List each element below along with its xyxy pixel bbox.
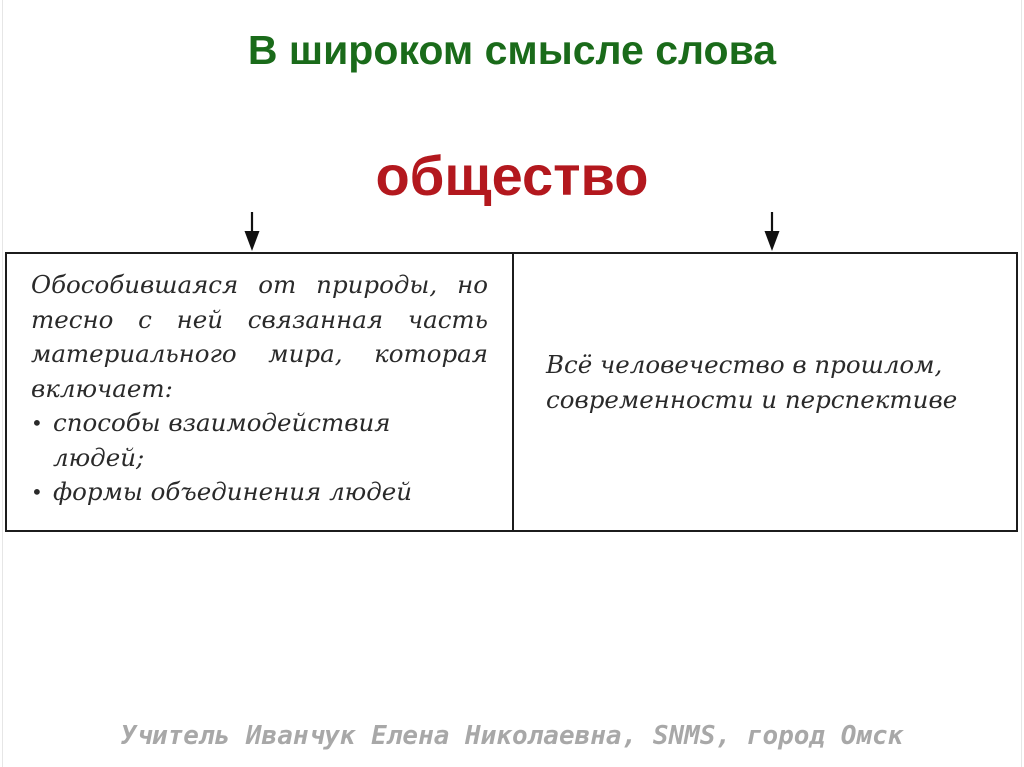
list-item-text: способы взаимодействия людей; — [53, 408, 391, 472]
list-item — [31, 475, 488, 510]
definition-cell-broad — [514, 254, 1016, 530]
arrow-right — [765, 212, 780, 251]
author-footer: Учитель Иванчук Елена Николаевна, SNMS, город Омск — [120, 721, 904, 751]
definition-cell-narrow — [7, 254, 514, 530]
bullet-icon: • — [31, 411, 43, 435]
term-heading: общество — [375, 144, 649, 207]
arrow-left — [245, 212, 260, 251]
list-item — [31, 406, 488, 475]
list-item-text: формы объединения людей — [53, 477, 413, 506]
bullet-icon: • — [31, 480, 43, 504]
narrow-definition-text: Обособившаяся от природы, но тесно с ней связанная часть материального мира, которая включает: — [31, 270, 488, 403]
slide-title: В широком смысле слова — [247, 27, 777, 73]
broad-definition-text: Всё человечество в прошлом, современности и перспективе — [546, 350, 958, 414]
definition-table — [5, 252, 1018, 532]
